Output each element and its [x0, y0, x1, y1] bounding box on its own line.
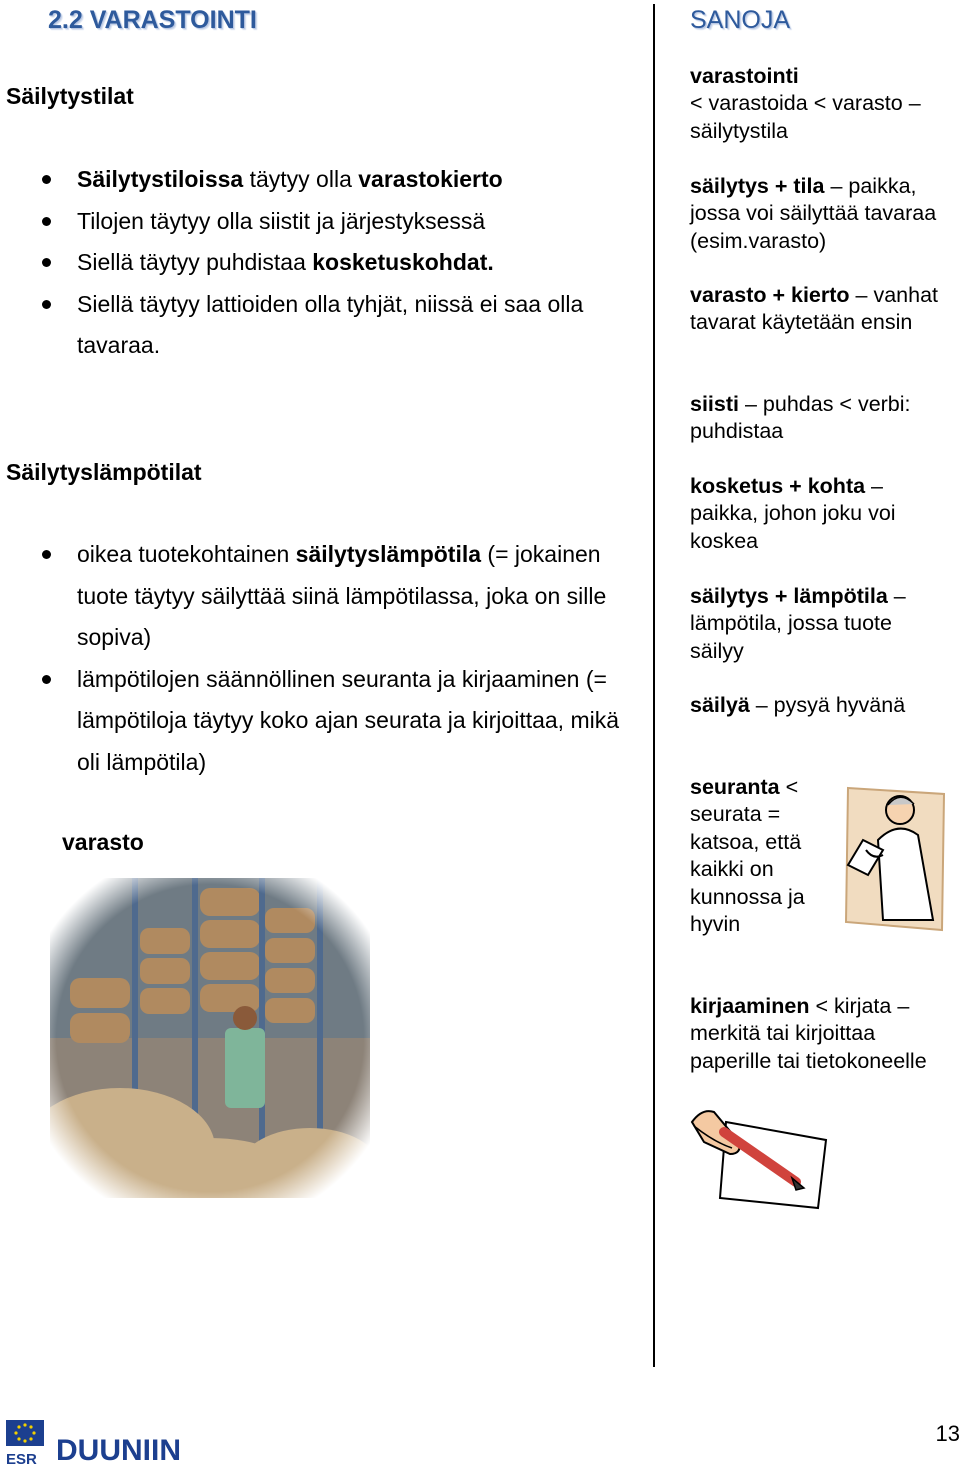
svg-text:DUUNIIN: DUUNIIN	[56, 1434, 181, 1467]
gloss-sailytystila: säilytys + tila – paikka, jossa voi säilyttää tavaraa (esim.varasto)	[690, 174, 937, 253]
list-item: Siellä täytyy puhdistaa kosketuskohdat.	[30, 242, 620, 284]
storage-temps-title: Säilytyslämpötilat	[6, 459, 202, 485]
man-checking-clipart	[838, 780, 950, 938]
gloss-seuranta: seuranta < seurata = katsoa, että kaikki on kunnossa ja hyvin	[690, 775, 805, 937]
gloss-varastointi: varastointi < varastoida < varasto – säilytystila	[690, 64, 921, 143]
storage-rooms-title: Säilytystilat	[6, 83, 134, 109]
gloss-varastokierto: varasto + kierto – vanhat tavarat käytetään ensin	[690, 283, 939, 335]
gloss-siisti: siisti – puhdas < verbi: puhdistaa	[690, 392, 911, 444]
photo-caption: varasto	[62, 829, 144, 855]
gloss-kosketuskohta: kosketus + kohta – paikka, johon joku voi koskea	[690, 474, 896, 553]
list-item: Siellä täytyy lattioiden olla tyhjät, niissä ei saa olla tavaraa.	[30, 284, 620, 367]
bullet-icon	[42, 175, 51, 184]
bullet-icon	[42, 217, 51, 226]
svg-text:ESR: ESR	[6, 1451, 37, 1468]
storage-temps-list	[30, 534, 620, 783]
gloss-sailytyslampotila: säilytys + lämpötila – lämpötila, jossa tuote säilyy	[690, 584, 906, 663]
bullet-icon	[42, 675, 51, 684]
column-divider	[653, 4, 655, 1367]
list-item: lämpötilojen säännöllinen seuranta ja kirjaaminen (= lämpötiloja täytyy koko ajan seurata ja kirjoittaa, mikä oli lämpötila)	[30, 659, 620, 784]
pen-writing-clipart	[684, 1102, 834, 1212]
list-item: oikea tuotekohtainen säilytyslämpötila (= jokainen tuote täytyy säilyttää siinä lämpötilassa, joka on sille sopiva)	[30, 534, 620, 659]
section-heading: 2.2 VARASTOINTI	[48, 6, 257, 34]
bullet-icon	[42, 258, 51, 267]
bullet-icon	[42, 550, 51, 559]
gloss-sailya: säilyä – pysyä hyvänä	[690, 693, 906, 717]
list-item: Säilytystiloissa täytyy olla varastokierto	[30, 159, 620, 201]
page-number: 13	[935, 1421, 960, 1446]
glossary-heading: SANOJA	[690, 6, 791, 34]
bullet-icon	[42, 300, 51, 309]
storage-rooms-list	[30, 159, 620, 367]
warehouse-photo	[50, 878, 370, 1198]
gloss-kirjaaminen: kirjaaminen < kirjata – merkitä tai kirjoittaa paperille tai tietokoneelle	[690, 994, 927, 1073]
list-item: Tilojen täytyy olla siistit ja järjestyksessä	[30, 201, 620, 243]
duuniin-logo	[4, 1418, 204, 1468]
